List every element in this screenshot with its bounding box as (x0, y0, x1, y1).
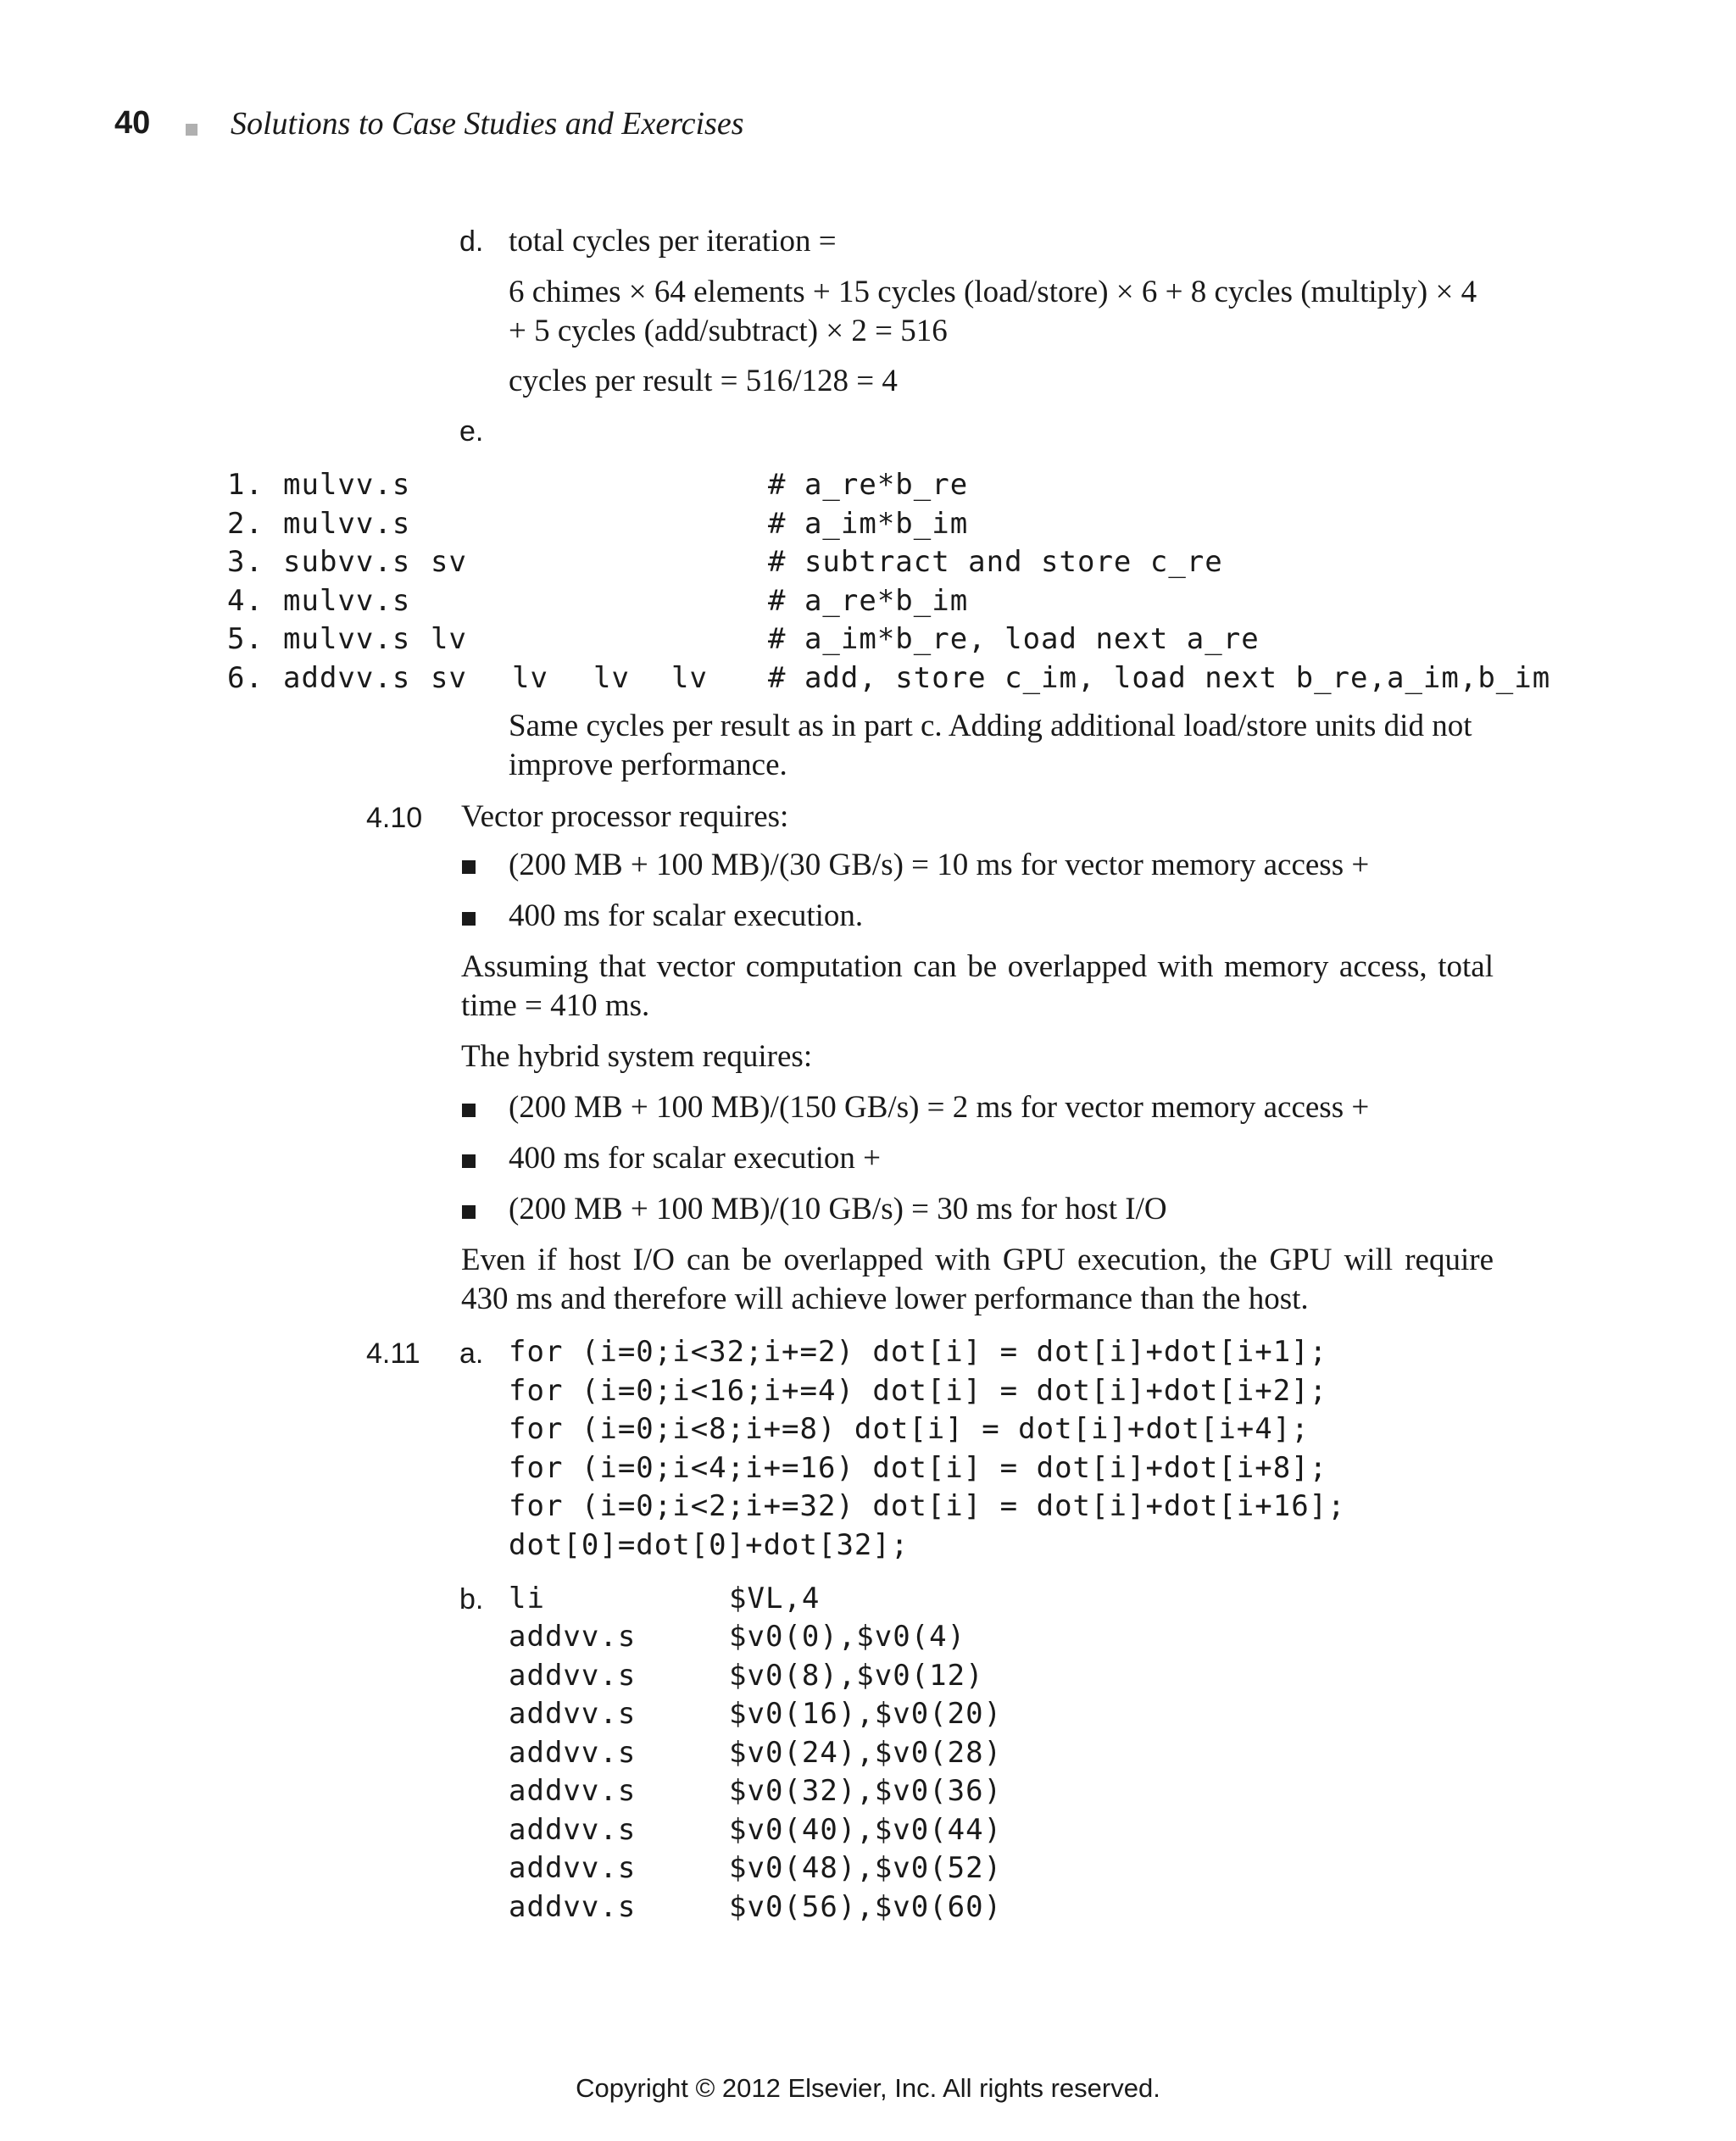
part-d-line1: total cycles per iteration = (509, 224, 837, 259)
ex-4-10-bullet: 400 ms for scalar execution + (509, 1141, 882, 1176)
bullet-square-icon (462, 1104, 476, 1117)
code-line: for (i=0;i<8;i+=8) dot[i] = dot[i]+dot[i+4]; (509, 1412, 1310, 1446)
bullet-square-icon (462, 1154, 476, 1168)
code-opcode: addvv.s (509, 1851, 637, 1885)
code-operand-store: sv (431, 661, 467, 695)
code-opcode: addvv.s (283, 661, 411, 695)
code-opcode: addvv.s (509, 1890, 637, 1924)
code-line: dot[0]=dot[0]+dot[32]; (509, 1528, 910, 1562)
code-operand-store: sv (431, 545, 467, 579)
copyright-notice: Copyright © 2012 Elsevier, Inc. All rights reserved. (576, 2073, 1160, 2103)
code-opcode: subvv.s (283, 545, 411, 579)
ex-4-10-conclusion: Even if host I/O can be overlapped with GPU execution, the GPU will require 430 ms and therefore will achieve lower performance than the host. (461, 1243, 1494, 1316)
exercise-number-4-10: 4.10 (366, 802, 423, 834)
ex-4-10-bullet: (200 MB + 100 MB)/(30 GB/s) = 10 ms for vector memory access + (509, 848, 1370, 882)
exercise-number-4-11: 4.11 (366, 1337, 420, 1370)
part-d-cycles-per-result: cycles per result = 516/128 = 4 (509, 364, 898, 398)
part-d-equation: 6 chimes × 64 elements + 15 cycles (load/store) × 6 + 8 cycles (multiply) × 4 + 5 cycles (add/subtract) × 2 = 516 (509, 275, 1477, 348)
ex-4-10-bullet: 400 ms for scalar execution. (509, 898, 864, 933)
ex-4-10-bullet: (200 MB + 100 MB)/(10 GB/s) = 30 ms for host I/O (509, 1192, 1167, 1226)
code-args: $v0(32),$v0(36) (729, 1774, 1003, 1808)
part-e-label: e. (459, 415, 484, 448)
code-line: for (i=0;i<32;i+=2) dot[i] = dot[i]+dot[i+1]; (509, 1335, 1328, 1369)
code-operand-load: lv (593, 661, 630, 695)
code-line: for (i=0;i<16;i+=4) dot[i] = dot[i]+dot[i+2]; (509, 1374, 1328, 1408)
code-args: $v0(8),$v0(12) (729, 1659, 984, 1693)
part-e-note: Same cycles per result as in part c. Adding additional load/store units did not improve performance. (509, 709, 1472, 782)
code-args: $v0(0),$v0(4) (729, 1620, 966, 1654)
code-args: $v0(40),$v0(44) (729, 1813, 1003, 1847)
ex-4-10-intro2: The hybrid system requires: (461, 1039, 813, 1074)
ex-4-10-paragraph: Assuming that vector computation can be overlapped with memory access, total time = 410 ms. (461, 949, 1494, 1023)
bullet-square-icon (462, 1205, 476, 1219)
code-line: for (i=0;i<2;i+=32) dot[i] = dot[i]+dot[i+16]; (509, 1489, 1346, 1523)
code-line-number: 2. (227, 507, 264, 541)
code-args: $VL,4 (729, 1582, 821, 1615)
code-opcode: li (509, 1582, 545, 1615)
code-args: $v0(48),$v0(52) (729, 1851, 1003, 1885)
code-opcode: mulvv.s (283, 468, 411, 502)
code-operand-load: lv (671, 661, 708, 695)
code-comment: # a_im*b_re, load next a_re (768, 622, 1260, 656)
code-comment: # a_re*b_im (768, 584, 969, 618)
code-args: $v0(24),$v0(28) (729, 1736, 1003, 1770)
code-opcode: addvv.s (509, 1697, 637, 1731)
code-line-number: 1. (227, 468, 264, 502)
code-opcode: mulvv.s (283, 584, 411, 618)
code-opcode: mulvv.s (283, 622, 411, 656)
code-opcode: addvv.s (509, 1659, 637, 1693)
code-opcode: addvv.s (509, 1813, 637, 1847)
code-comment: # a_im*b_im (768, 507, 969, 541)
code-comment: # a_re*b_re (768, 468, 969, 502)
part-d-label: d. (459, 225, 484, 258)
ex-4-10-bullet: (200 MB + 100 MB)/(150 GB/s) = 2 ms for vector memory access + (509, 1090, 1370, 1125)
running-header-title: Solutions to Case Studies and Exercises (231, 106, 744, 142)
code-opcode: addvv.s (509, 1774, 637, 1808)
page-number: 40 (114, 105, 151, 141)
code-args: $v0(56),$v0(60) (729, 1890, 1003, 1924)
code-comment: # add, store c_im, load next b_re,a_im,b_im (768, 661, 1551, 695)
header-separator-square (186, 124, 198, 136)
code-comment: # subtract and store c_re (768, 545, 1223, 579)
code-line: for (i=0;i<4;i+=16) dot[i] = dot[i]+dot[i+8]; (509, 1451, 1328, 1485)
code-operand-load: lv (512, 661, 548, 695)
bullet-square-icon (462, 912, 476, 926)
code-opcode: addvv.s (509, 1620, 637, 1654)
part-b-label: b. (459, 1583, 484, 1615)
code-opcode: addvv.s (509, 1736, 637, 1770)
ex-4-10-intro: Vector processor requires: (461, 799, 789, 834)
code-line-number: 4. (227, 584, 264, 618)
code-args: $v0(16),$v0(20) (729, 1697, 1003, 1731)
part-a-label: a. (459, 1337, 484, 1370)
bullet-square-icon (462, 860, 476, 874)
code-line-number: 5. (227, 622, 264, 656)
code-opcode: mulvv.s (283, 507, 411, 541)
code-operand-load: lv (431, 622, 467, 656)
code-line-number: 6. (227, 661, 264, 695)
code-line-number: 3. (227, 545, 264, 579)
